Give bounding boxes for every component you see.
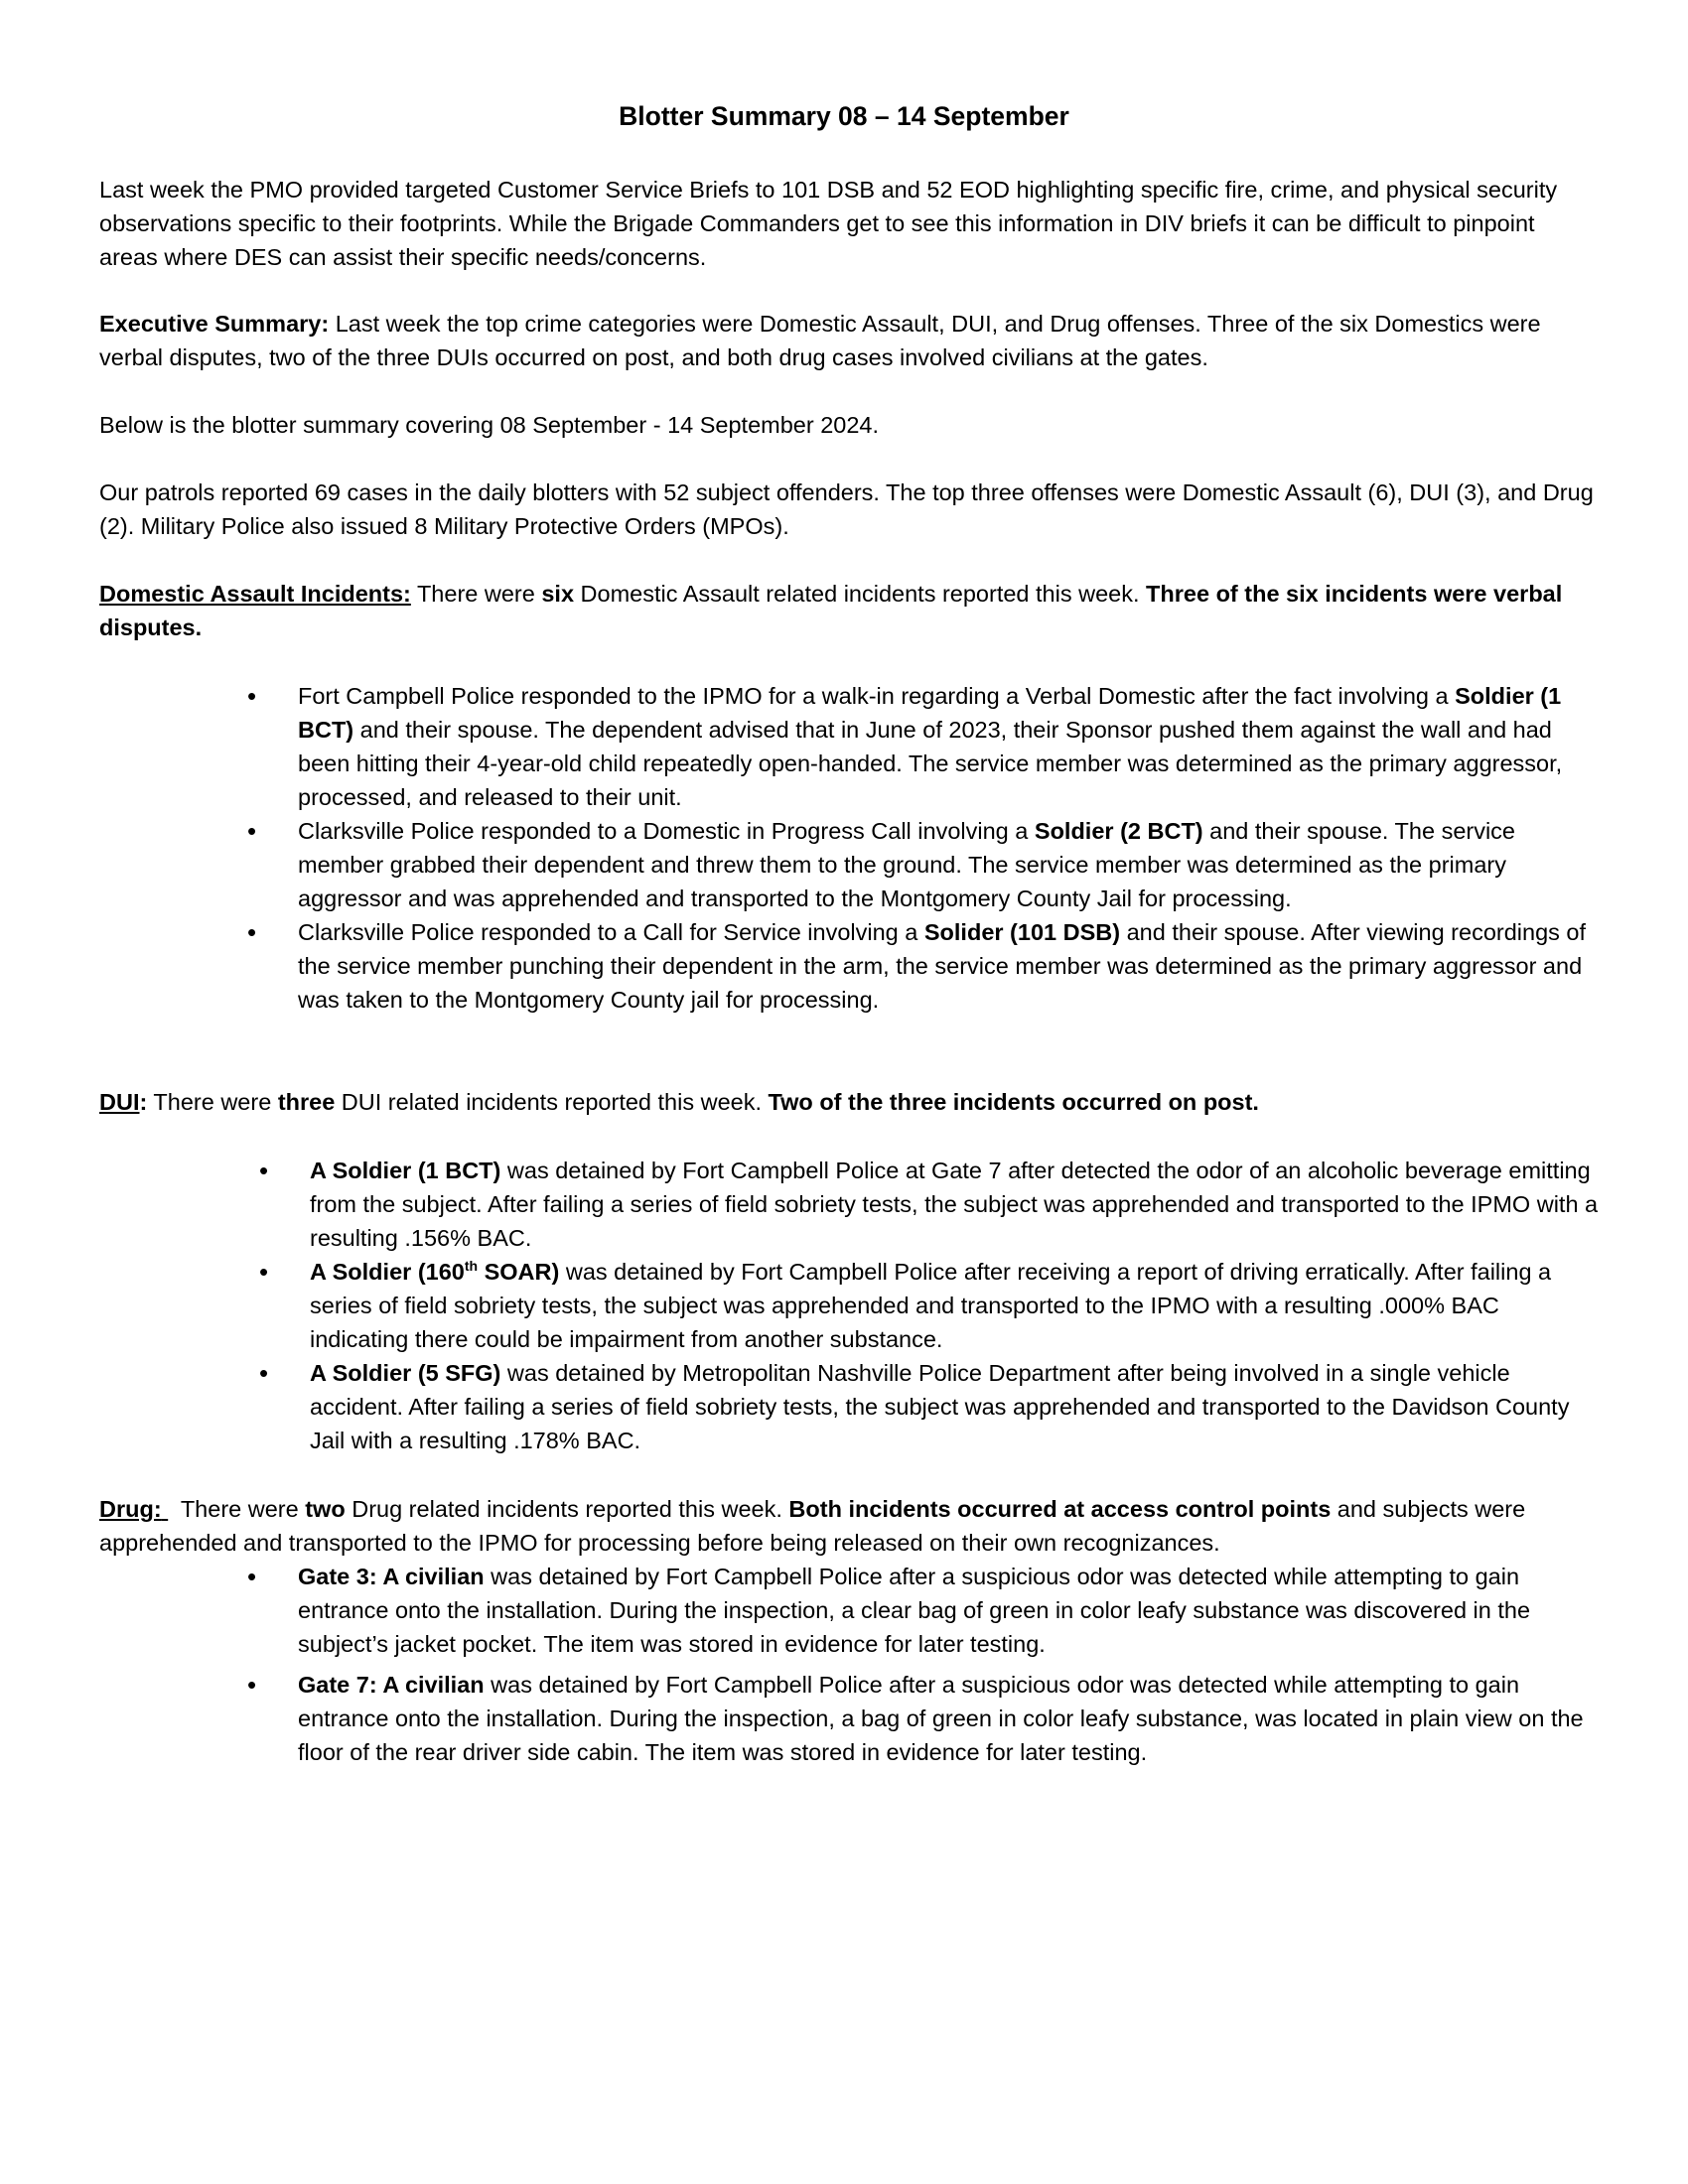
drug-incident-list <box>247 1560 1599 1769</box>
executive-summary-paragraph <box>99 307 1599 374</box>
drug-highlight: Both incidents occurred at access control points <box>788 1496 1332 1522</box>
item-text: was detained by Fort Campbell Police after a suspicious odor was detected while attempting to gain entrance onto the installation. During the inspection, a clear bag of green in color leafy substance was discovered in the subject’s jacket pocket. The item was stored in evidence for later testing. <box>298 1564 1531 1657</box>
item-subject: Soldier (1 BCT) <box>298 683 1562 743</box>
item-text: was detained by Metropolitan Nashville Police Department after being involved in a single vehicle accident. After failing a series of field sobriety tests, the subject was apprehended and transported to the Davidson County Jail with a resulting .178% BAC. <box>310 1360 1570 1453</box>
domestic-text-2: Domestic Assault related incidents reported this week. <box>574 581 1147 607</box>
dui-heading-colon: : <box>139 1089 148 1115</box>
item-text: Fort Campbell Police responded to the IPMO for a walk-in regarding a Verbal Domestic after the fact involving a <box>298 683 1456 709</box>
bullet-icon: • <box>247 816 257 846</box>
item-subject <box>310 1259 559 1285</box>
drug-text-3: and subjects were apprehended and transported to the IPMO for processing before being released on their own recognizances. <box>99 1496 1526 1556</box>
patrol-summary-paragraph: Our patrols reported 69 cases in the daily blotters with 52 subject offenders. The top three offenses were Domestic Assault (6), DUI (3), and Drug (2). Military Police also issued 8 Military Protective Orders (MPOs). <box>99 479 1594 539</box>
dui-highlight: Two of the three incidents occurred on post. <box>768 1089 1259 1115</box>
item-text: and their spouse. The dependent advised that in June of 2023, their Sponsor pushed them against the wall and had been hitting their 4-year-old child repeatedly open-handed. The service member was determined as the primary aggressor, processed, and released to their unit. <box>298 717 1563 810</box>
dui-heading: DUI <box>99 1089 140 1115</box>
list-item <box>247 814 1599 915</box>
domestic-heading: Domestic Assault Incidents: <box>99 581 411 607</box>
domestic-highlight: Three of the six incidents were verbal disputes. <box>99 581 1563 640</box>
bullet-icon: • <box>259 1257 269 1287</box>
drug-heading <box>99 1496 168 1522</box>
bullet-icon: • <box>247 1562 257 1591</box>
domestic-count: six <box>541 581 575 607</box>
executive-summary-text: Last week the top crime categories were Domestic Assault, DUI, and Drug offenses. Three of the six Domestics were verbal disputes, two of the three DUIs occurred on post, and both drug cases involved civilians at the gates. <box>99 311 1541 370</box>
list-item <box>247 1560 1599 1661</box>
bullet-icon: • <box>247 681 257 711</box>
list-item <box>259 1154 1599 1255</box>
dui-text-2: DUI related incidents reported this week. <box>335 1089 769 1115</box>
list-item <box>247 1668 1599 1769</box>
item-text: was detained by Fort Campbell Police at Gate 7 after detected the odor of an alcoholic beverage emitting from the subject. After failing a series of field sobriety tests, the subject was apprehended and transported to the IPMO with a resulting .156% BAC. <box>310 1158 1599 1251</box>
drug-section-intro <box>99 1492 1599 1560</box>
drug-text-2: Drug related incidents reported this week. <box>345 1496 789 1522</box>
bullet-icon: • <box>247 1670 257 1700</box>
dui-count: three <box>277 1089 336 1115</box>
drug-text-1: There were <box>168 1496 306 1522</box>
item-text: Clarksville Police responded to a Domestic in Progress Call involving a <box>298 818 1035 844</box>
ordinal-suffix: th <box>464 1258 479 1274</box>
executive-summary-label: Executive Summary: <box>99 311 330 337</box>
dui-incident-list <box>259 1154 1599 1457</box>
list-item <box>247 679 1599 814</box>
item-subject-part: SOAR) <box>478 1259 560 1285</box>
item-text: was detained by Fort Campbell Police after a suspicious odor was detected while attempting to gain entrance onto the installation. During the inspection, a bag of green in color leafy substance, was located in plain view on the floor of the rear driver side cabin. The item was stored in evidence for later testing. <box>298 1672 1584 1765</box>
list-item <box>259 1356 1599 1457</box>
domestic-incident-list <box>247 679 1599 1017</box>
item-subject: Solider (101 DSB) <box>923 919 1121 945</box>
drug-count: two <box>305 1496 346 1522</box>
dui-text-1: There were <box>147 1089 278 1115</box>
list-item <box>247 915 1599 1017</box>
bullet-icon: • <box>259 1156 269 1185</box>
item-text: and their spouse. After viewing recordings of the service member punching their dependent in the arm, the service member was determined as the primary aggressor and was taken to the Montgomery County jail for processing. <box>298 919 1587 1013</box>
intro-paragraph: Last week the PMO provided targeted Customer Service Briefs to 101 DSB and 52 EOD highlighting specific fire, crime, and physical security observations specific to their footprints. While the Brigade Commanders get to see this information in DIV briefs it can be difficult to pinpoint areas where DES can assist their specific needs/concerns. <box>99 177 1558 270</box>
domestic-section-intro <box>99 577 1599 644</box>
coverage-paragraph: Below is the blotter summary covering 08 September - 14 September 2024. <box>99 412 880 438</box>
item-subject: Gate 3: A civilian <box>298 1564 485 1589</box>
item-subject-part: A Soldier (160 <box>310 1259 465 1285</box>
page-title: Blotter Summary 08 – 14 September <box>619 101 1069 131</box>
dui-section-intro <box>99 1085 1599 1119</box>
drug-heading-label: Drug: <box>99 1496 162 1522</box>
list-item <box>259 1255 1599 1356</box>
item-subject: A Soldier (1 BCT) <box>310 1158 501 1183</box>
item-text: and their spouse. The service member grabbed their dependent and threw them to the ground. The service member was determined as the primary aggressor and was apprehended and transported to the Montgomery County Jail for processing. <box>298 818 1516 911</box>
item-subject: Soldier (2 BCT) <box>1034 818 1203 844</box>
item-text: Clarksville Police responded to a Call for Service involving a <box>298 919 924 945</box>
bullet-icon: • <box>247 917 257 947</box>
bullet-icon: • <box>259 1358 269 1388</box>
item-text: was detained by Fort Campbell Police after receiving a report of driving erratically. After failing a series of field sobriety tests, the subject was apprehended and transported to the IPMO with a resulting .000% BAC indicating there could be impairment from another substance. <box>310 1259 1552 1352</box>
item-subject: Gate 7: A civilian <box>298 1672 485 1698</box>
item-subject: A Soldier (5 SFG) <box>310 1360 501 1386</box>
domestic-text-1: There were <box>410 581 542 607</box>
